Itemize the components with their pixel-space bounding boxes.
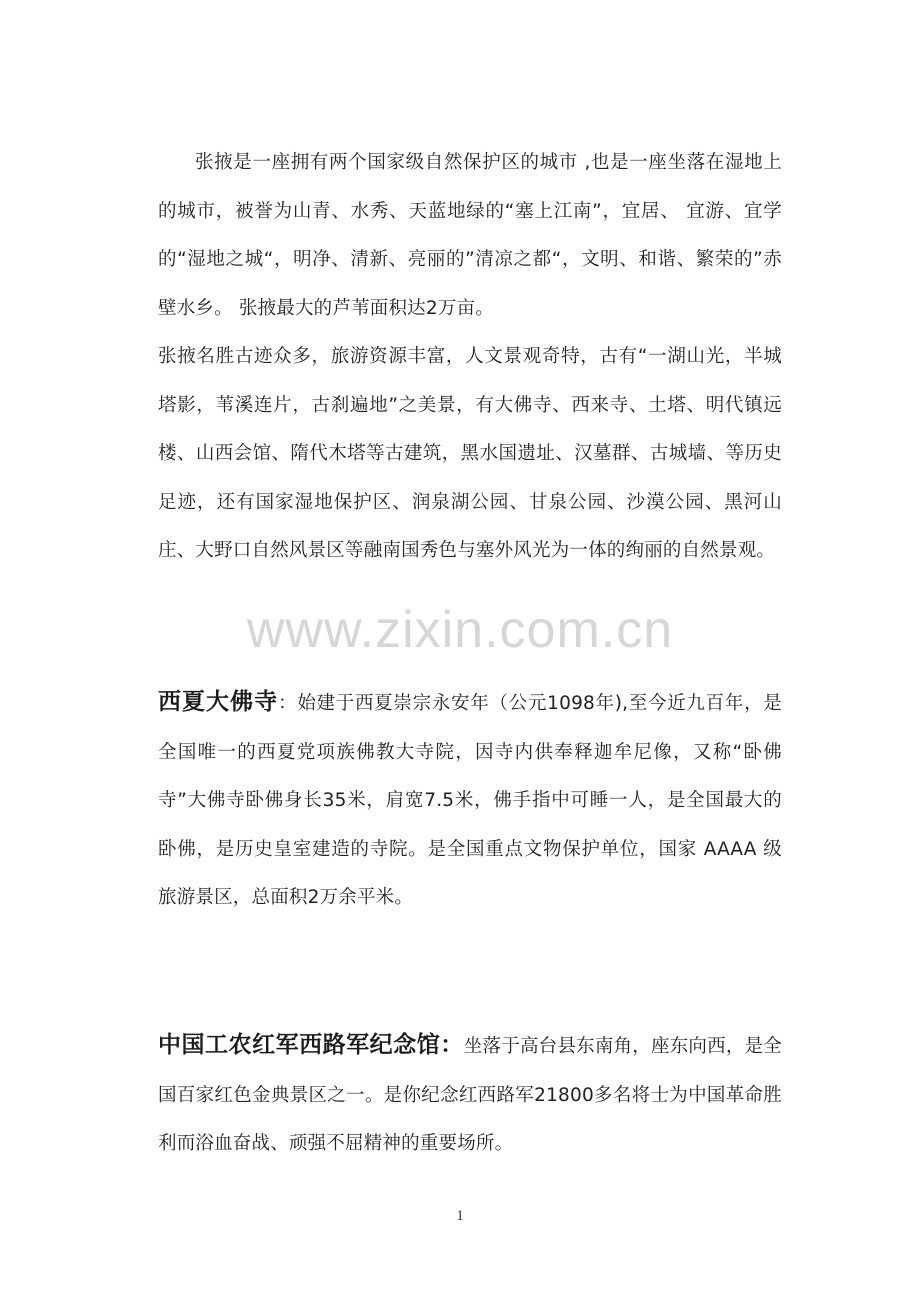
section-heading-dafo-temple: 西夏大佛寺 <box>158 689 279 715</box>
section-separator: ： <box>278 693 298 714</box>
page-number: 1 <box>456 1208 464 1224</box>
attractions-paragraph-text: 张掖名胜古迹众多，旅游资源丰富，人文景观奇特，古有“一湖山光，半城塔影，苇溪连片，古刹遍地”之美景，有大佛寺、西来寺、土塔、明代镇远楼、山西会馆、隋代木塔等古建筑，黑水国遗址、汉墓群、古城墙、等历史足迹，还有国家湿地保护区、润泉湖公园、甘泉公园、沙漠公园、黑河山庄、大野口自然风景区等融南国秀色与塞外风光为一体的绚丽的自然景观。 <box>158 346 782 561</box>
intro-paragraph <box>158 139 782 333</box>
section-red-army-memorial <box>158 1021 782 1169</box>
intro-paragraph-text: 张掖是一座拥有两个国家级自然保护区的城市 ,也是一座坐落在湿地上的城市，被誉为山青、水秀、天蓝地绿的“塞上江南”，宜居、 宜游、宜学的“湿地之城“，明净、清新、亮丽的”清凉之都“，文明、和谐、繁荣的”赤壁水乡。 张掖最大的芦苇面积达2万亩。 <box>158 152 782 319</box>
section-heading-red-army-memorial: 中国工农红军西路军纪念馆： <box>158 1032 464 1058</box>
section-body-red-army-memorial: 坐落于高台县东南角，座东向西，是全国百家红色金典景区之一。是你纪念红西路军21800多名将士为中国革命胜利而浴血奋战、顽强不屈精神的重要场所。 <box>158 1036 783 1154</box>
section-body-dafo-temple: 始建于西夏崇宗永安年（公元1098年),至今近九百年，是全国唯一的西夏党项族佛教大寺院，因寺内供奉释迦牟尼像，又称“卧佛寺”大佛寺卧佛身长35米，肩宽7.5米，佛手指中可睡一人，是全国最大的卧佛，是历史皇室建造的寺院。是全国重点文物保护单位，国家 AAAA 级旅游景区，总面积2万余平米。 <box>158 693 783 908</box>
section-dafo-temple <box>158 678 782 923</box>
attractions-paragraph <box>158 333 782 576</box>
watermark: www.zixin.com.cn <box>246 601 674 659</box>
